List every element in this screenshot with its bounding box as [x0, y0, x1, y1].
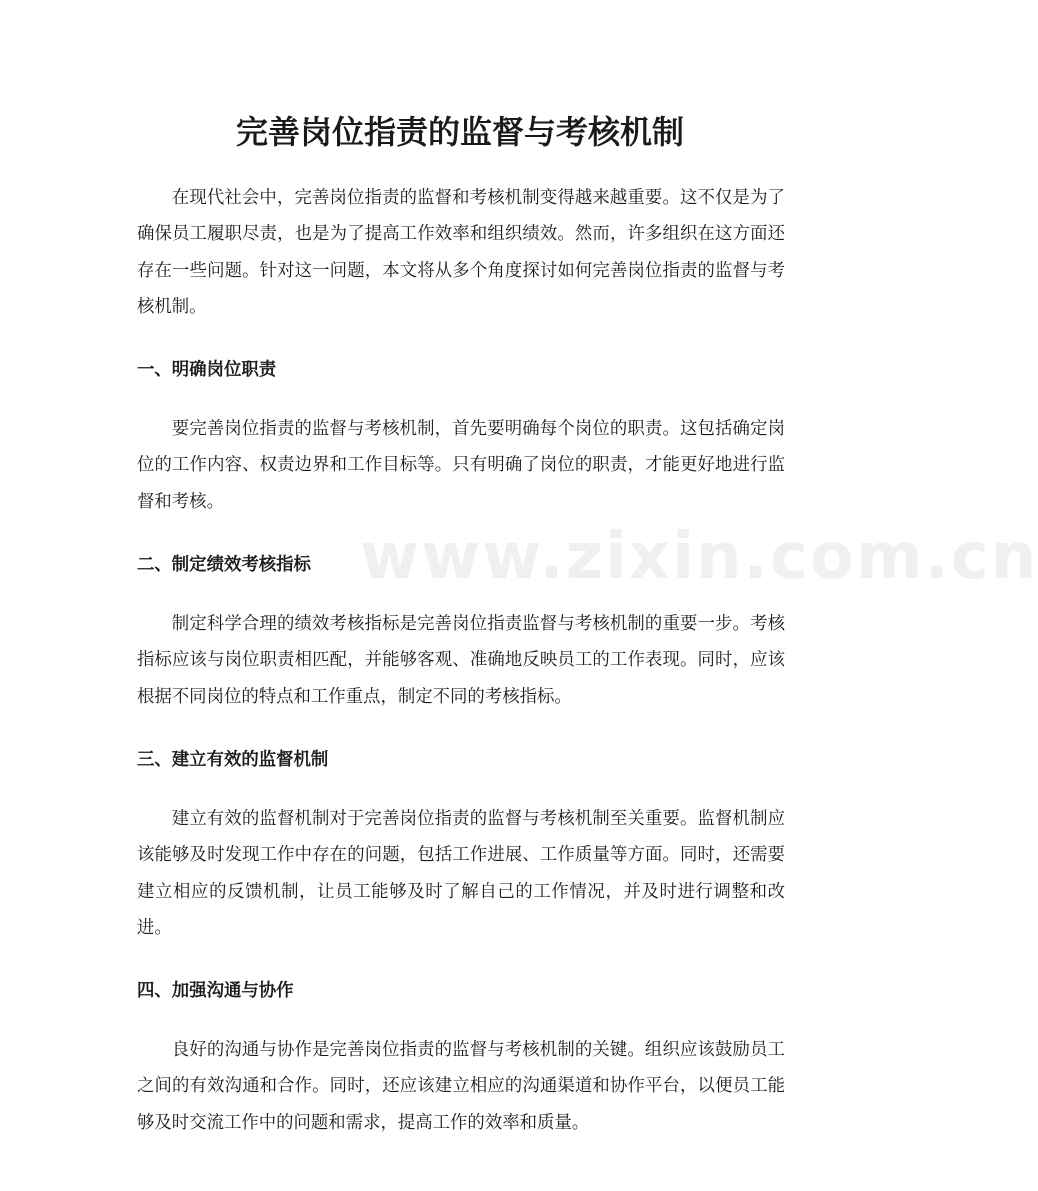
section-2-heading: 二、制定绩效考核指标 [137, 555, 311, 576]
section-4-heading: 四、加强沟通与协作 [137, 981, 294, 1002]
section-3-paragraph: 建立有效的监督机制对于完善岗位指责的监督与考核机制至关重要。监督机制应该能够及时发现工作中存在的问题，包括工作进展、工作质量等方面。同时，还需要建立相应的反馈机制，让员工能够及时了解自己的工作情况，并及时进行调整和改进。 [137, 808, 785, 938]
intro-paragraph: 在现代社会中，完善岗位指责的监督和考核机制变得越来越重要。这不仅是为了确保员工履职尽责，也是为了提高工作效率和组织绩效。然而，许多组织在这方面还存在一些问题。针对这一问题，本文将从多个角度探讨如何完善岗位指责的监督与考核机制。 [137, 188, 785, 317]
section-3-heading: 三、建立有效的监督机制 [137, 749, 329, 770]
section-1-paragraph: 要完善岗位指责的监督与考核机制，首先要明确每个岗位的职责。这包括确定岗位的工作内容、权责边界和工作目标等。只有明确了岗位的职责，才能更好地进行监督和考核。 [137, 419, 785, 512]
section-1-heading: 一、明确岗位职责 [137, 360, 277, 381]
section-4-paragraph: 良好的沟通与协作是完善岗位指责的监督与考核机制的关键。组织应该鼓励员工之间的有效沟通和合作。同时，还应该建立相应的沟通渠道和协作平台，以便员工能够及时交流工作中的问题和需求，提高工作的效率和质量。 [137, 1040, 785, 1133]
watermark: www.zixin.com.cn [360, 520, 1038, 594]
document-body [137, 180, 785, 1141]
section-2-paragraph: 制定科学合理的绩效考核指标是完善岗位指责监督与考核机制的重要一步。考核指标应该与岗位职责相匹配，并能够客观、准确地反映员工的工作表现。同时，应该根据不同岗位的特点和工作重点，制定不同的考核指标。 [137, 614, 785, 707]
page-title: 完善岗位指责的监督与考核机制 [235, 113, 684, 151]
